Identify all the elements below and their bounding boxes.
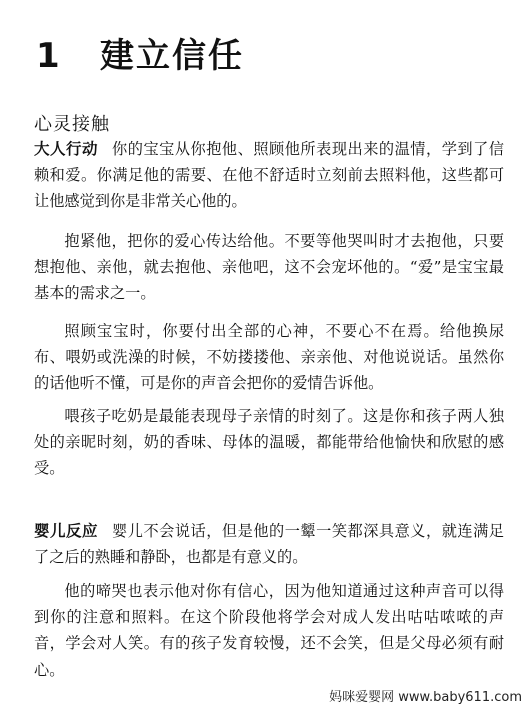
chapter-heading xyxy=(36,28,244,77)
paragraph-text: 喂孩子吃奶是最能表现母子亲情的时刻了。这是你和孩子两人独处的亲昵时刻，奶的香味、母体的温暖，都能带给他愉快和欣慰的感受。 xyxy=(34,407,504,478)
chapter-number: 1 xyxy=(36,36,60,76)
paragraph xyxy=(34,578,504,683)
paragraph-baby-reaction xyxy=(34,518,504,570)
paragraph xyxy=(34,403,504,482)
paragraph-text: 照顾宝宝时，你要付出全部的心神，不要心不在焉。给他换尿布、喂奶或洗澡的时候，不妨搂搂他、亲亲他、对他说说话。虽然你的话他听不懂，可是你的声音会把你的爱情告诉他。 xyxy=(34,322,504,393)
paragraph-lead-label: 婴儿反应 xyxy=(34,522,99,540)
paragraph-text: 抱紧他，把你的爱心传达给他。不要等他哭叫时才去抱他，只要想抱他、亲他，就去抱他、亲他吧，这不会宠坏他的。“爱”是宝宝最基本的需求之一。 xyxy=(34,232,504,303)
paragraph-text: 他的啼哭也表示他对你有信心，因为他知道通过这种声音可以得到你的注意和照料。在这个阶段他将学会对成人发出咕咕哝哝的声音，学会对人笑。有的孩子发育较慢，还不会笑，但是父母必须有耐心。 xyxy=(34,582,504,679)
paragraph-text: 你的宝宝从你抱他、照顾他所表现出来的温情，学到了信赖和爱。你满足他的需要、在他不舒适时立刻前去照料他，这些都可让他感觉到你是非常关心他的。 xyxy=(34,140,504,211)
chapter-title: 建立信任 xyxy=(100,36,244,76)
watermark: 妈咪爱婴网 www.baby611.com xyxy=(329,690,522,705)
paragraph xyxy=(34,318,504,397)
paragraph-text: 婴儿不会说话，但是他的一颦一笑都深具意义，就连满足了之后的熟睡和静卧，也都是有意义的。 xyxy=(34,522,504,567)
paragraph-adult-action xyxy=(34,136,504,215)
section-heading: 心灵接触 xyxy=(34,114,110,135)
paragraph-lead-label: 大人行动 xyxy=(34,140,99,158)
paragraph xyxy=(34,228,504,307)
